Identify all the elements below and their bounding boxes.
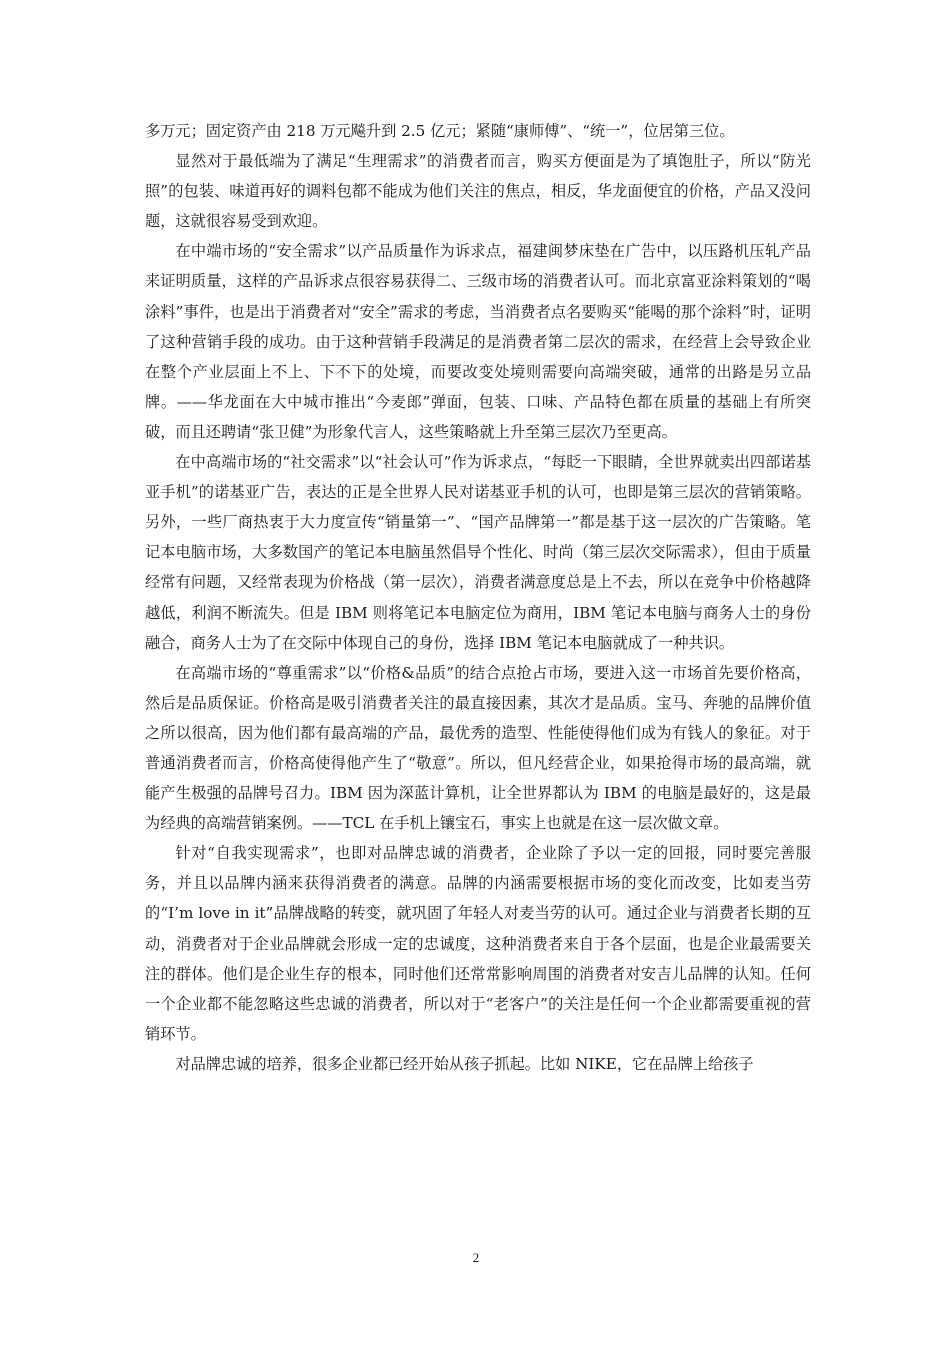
body-text	[145, 116, 811, 1079]
paragraph-continuation: 多万元；固定资产由 218 万元飚升到 2.5 亿元；紧随“康师傅”、“统一”，位居第三位。	[145, 122, 735, 140]
page-number: 2	[472, 1250, 480, 1265]
paragraph-brand-loyalty: 对品牌忠诚的培养，很多企业都已经开始从孩子抓起。比如 NIKE，它在品牌上给孩子	[175, 1054, 754, 1073]
paragraph-physiological-needs: 显然对于最低端为了满足“生理需求”的消费者而言，购买方便面是为了填饱肚子，所以“防光照”的包装、味道再好的调料包都不能成为他们关注的焦点，相反，华龙面便宜的价格，产品又没问题，这就很容易受到欢迎。	[145, 152, 811, 231]
paragraph-self-actualization: 针对“自我实现需求”，也即对品牌忠诚的消费者，企业除了予以一定的回报，同时要完善服务，并且以品牌内涵来获得消费者的满意。品牌的内涵需要根据市场的变化而改变，比如麦当劳的“I’m love in it”品牌战略的转变，就巩固了年轻人对麦当劳的认可。通过企业与消费者长期的互动，消费者对于企业品牌就会形成一定的忠诚度，这种消费者来自于各个层面，也是企业最需要关注的群体。他们是企业生存的根本，同时他们还常常影响周围的消费者对安吉儿品牌的认知。任何一个企业都不能忽略这些忠诚的消费者，所以对于“老客户”的关注是任何一个企业都需要重视的营销环节。	[145, 844, 811, 1043]
paragraph-social-needs: 在中高端市场的“社交需求”以“社会认可”作为诉求点，“每眨一下眼睛，全世界就卖出四部诺基亚手机”的诺基亚广告，表达的正是全世界人民对诺基亚手机的认可，也即是第三层次的营销策略。另外，一些厂商热衷于大力度宣传“销量第一”、“国产品牌第一”都是基于这一层次的广告策略。笔记本电脑市场，大多数国产的笔记本电脑虽然倡导个性化、时尚（第三层次交际需求），但由于质量经常有问题，又经常表现为价格战（第一层次），消费者满意度总是上不去，所以在竞争中价格越降越低，利润不断流失。但是 IBM 则将笔记本电脑定位为商用，IBM 笔记本电脑与商务人士的身份融合，商务人士为了在交际中体现自己的身份，选择 IBM 笔记本电脑就成了一种共识。	[145, 453, 811, 652]
paragraph-esteem-needs: 在高端市场的“尊重需求”以“价格&品质”的结合点抢占市场，要进入这一市场首先要价格高，然后是品质保证。价格高是吸引消费者关注的最直接因素，其次才是品质。宝马、奔驰的品牌价值之所以很高，因为他们都有最高端的产品，最优秀的造型、性能使得他们成为有钱人的象征。对于普通消费者而言，价格高使得他产生了“敬意”。所以，但凡经营企业，如果抢得市场的最高端，就能产生极强的品牌号召力。IBM 因为深蓝计算机，让全世界都认为 IBM 的电脑是最好的，这是最为经典的高端营销案例。——TCL 在手机上镶宝石，事实上也就是在这一层次做文章。	[145, 663, 811, 833]
paragraph-safety-needs: 在中端市场的“安全需求”以产品质量作为诉求点，福建闽梦床垫在广告中，以压路机压轧产品来证明质量，这样的产品诉求点很容易获得二、三级市场的消费者认可。而北京富亚涂料策划的“喝涂料”事件，也是出于消费者对“安全”需求的考虑，当消费者点名要购买“能喝的那个涂料”时，证明了这种营销手段的成功。由于这种营销手段满足的是消费者第二层次的需求，在经营上会导致企业在整个产业层面上不上、下不下的处境，而要改变处境则需要向高端突破，通常的出路是另立品牌。——华龙面在大中城市推出“今麦郎”弹面，包装、口味、产品特色都在质量的基础上有所突破，而且还聘请“张卫健”为形象代言人，这些策略就上升至第三层次乃至更高。	[145, 242, 811, 441]
